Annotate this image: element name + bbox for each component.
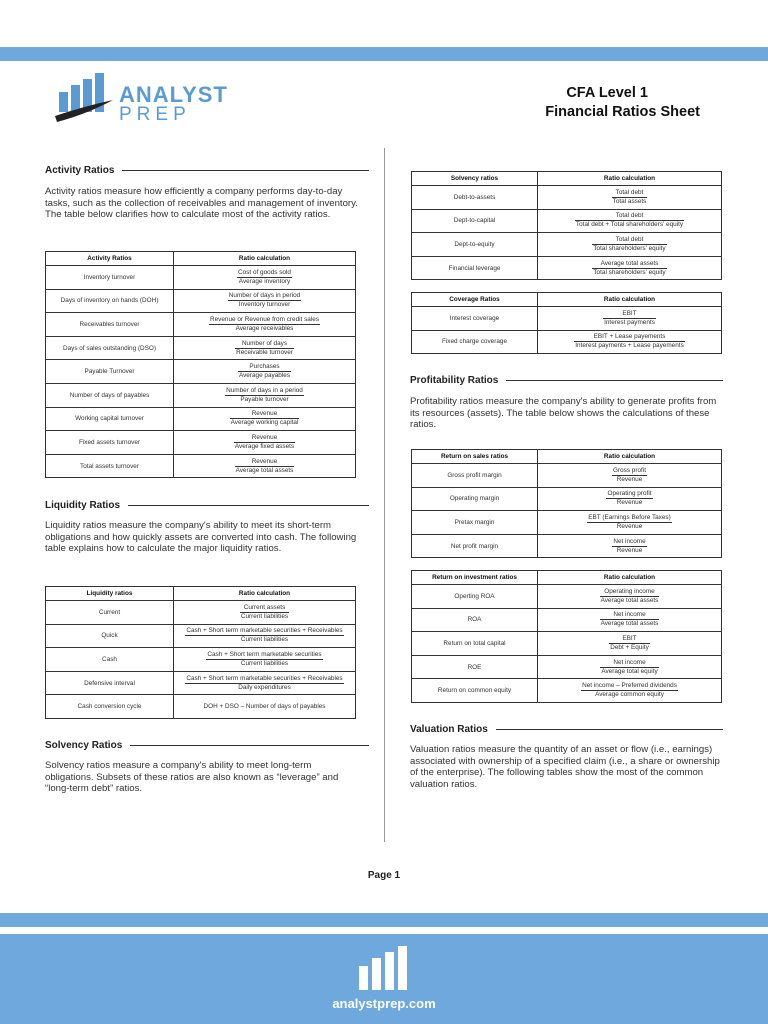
ratio-name-cell: Pretax margin: [412, 511, 538, 535]
ratio-name-cell: Dept-to-equity: [412, 233, 538, 257]
solvency-ratios-table: [411, 171, 722, 280]
table-row: [46, 313, 356, 337]
table-row: [412, 330, 722, 354]
ratio-calculation-cell: [538, 487, 722, 511]
table-row: [46, 360, 356, 384]
ratio-calculation-cell: [174, 336, 356, 360]
ratio-fraction: [237, 269, 292, 286]
ratio-fraction: [230, 410, 300, 427]
column-divider: [384, 148, 385, 842]
ratio-fraction: [185, 675, 343, 692]
table-row: [412, 679, 722, 703]
fraction-numerator: Cash + Short term marketable securities + Receivables: [186, 627, 343, 635]
ratio-name-cell: Operating margin: [412, 487, 538, 511]
ratio-name-cell: Dept-to-capital: [412, 209, 538, 233]
ratio-calculation-cell: [174, 431, 356, 455]
logo-word-prep: PREP: [119, 104, 191, 125]
title-line-1: CFA Level 1: [566, 85, 648, 101]
fraction-numerator: Operating profit: [607, 490, 652, 498]
table-header-row: [412, 450, 722, 464]
ratio-calculation-cell: [538, 307, 722, 331]
ratio-name-cell: Total assets turnover: [46, 454, 174, 478]
fraction-denominator: Current liabilities: [240, 636, 289, 644]
table-row: [46, 624, 356, 648]
ratio-calculation-cell: [538, 330, 722, 354]
fraction-numerator: Net income: [613, 537, 646, 545]
ratio-fraction: [581, 682, 678, 699]
ratio-name-cell: Return on common equity: [412, 679, 538, 703]
table-row: [46, 431, 356, 455]
table-header-row: [412, 172, 722, 186]
ratio-name-cell: Receivables turnover: [46, 313, 174, 337]
fraction-denominator: Average common equity: [595, 691, 664, 699]
solvency-ratios-heading-text: Solvency Ratios: [45, 739, 123, 751]
ratio-name-cell: Payable Turnover: [46, 360, 174, 384]
ratio-fraction: [235, 340, 294, 357]
fraction-denominator: Average total assets: [600, 596, 659, 604]
fraction-denominator: Average total assets: [600, 620, 659, 628]
ratio-name-cell: Days of sales outstanding (DSO): [46, 336, 174, 360]
table-row: [412, 186, 722, 210]
valuation-ratios-intro: Valuation ratios measure the quantity of an asset or flow (i.e., earnings) associated with ownership of a specified claim (i.e., a share or ownership of the enterprise). The following tables show the most of the common valuation ratios.: [410, 744, 720, 790]
fraction-denominator: Total shareholders' equity: [593, 268, 666, 276]
fraction-denominator: Average payables: [238, 372, 291, 380]
fraction-denominator: Daily expenditures: [238, 683, 291, 691]
fraction-denominator: Interest payments + Lease payements: [575, 342, 684, 350]
liquidity-ratios-table: [45, 586, 356, 719]
ratio-fraction: [612, 189, 648, 206]
ratio-calculation-cell: DOH + DSO – Number of days of payables: [174, 695, 356, 719]
table-header-cell: Solvency ratios: [412, 172, 538, 186]
table-header-cell: Ratio calculation: [538, 571, 722, 585]
ratio-fraction: [206, 651, 322, 668]
ratio-fraction: [238, 363, 291, 380]
ratio-calculation-cell: [538, 464, 722, 488]
ratio-name-cell: Cash: [46, 648, 174, 672]
fraction-numerator: Number of days: [235, 340, 294, 349]
ratio-name-cell: ROE: [412, 655, 538, 679]
ratio-fraction: [225, 387, 304, 404]
fraction-denominator: Current liabilities: [240, 659, 289, 667]
fraction-denominator: Inventory turnover: [238, 301, 291, 309]
liquidity-ratios-heading: [45, 498, 369, 512]
table-row: [46, 289, 356, 313]
fraction-denominator: Average fixed assets: [234, 442, 295, 450]
fraction-denominator: Average total equity: [601, 667, 658, 675]
fraction-numerator: Total debt: [592, 236, 666, 245]
fraction-numerator: Total debt: [575, 212, 684, 221]
ratio-calculation-cell: [174, 360, 356, 384]
ratio-fraction: [209, 316, 320, 333]
table-header-row: [412, 293, 722, 307]
table-header-cell: Coverage Ratios: [412, 293, 538, 307]
coverage-ratios-table: [411, 292, 722, 354]
fraction-numerator: EBIT + Lease payements: [574, 333, 685, 342]
return-on-sales-table: [411, 449, 722, 558]
fraction-numerator: EBIT: [603, 310, 656, 319]
table-header-cell: Liquidity ratios: [46, 587, 174, 601]
ratio-name-cell: Gross profit margin: [412, 464, 538, 488]
solvency-ratios-heading: [45, 738, 369, 752]
ratio-calculation-cell: [538, 186, 722, 210]
ratio-calculation-cell: [538, 655, 722, 679]
ratio-fraction: [240, 604, 289, 621]
table-row: [412, 256, 722, 280]
ratio-calculation-cell: [174, 289, 356, 313]
ratio-fraction: [603, 310, 656, 327]
ratio-calculation-cell: [174, 624, 356, 648]
fraction-numerator: Cost of goods sold: [238, 268, 291, 276]
fraction-numerator: EBT (Earnings Before Taxes): [588, 513, 671, 521]
ratio-fraction: [600, 659, 658, 676]
ratio-calculation-cell: [538, 679, 722, 703]
logo-word-analyst: ANALYST: [119, 82, 228, 107]
fraction-denominator: Interest payments: [604, 318, 655, 326]
fraction-numerator: Revenue: [230, 410, 300, 419]
ratio-fraction: [606, 490, 652, 507]
ratio-calculation-cell: [538, 256, 722, 280]
fraction-numerator: Total debt: [612, 189, 648, 198]
fraction-denominator: Average inventory: [238, 277, 291, 285]
ratio-fraction: [592, 260, 666, 277]
fraction-denominator: Revenue: [616, 546, 643, 554]
table-row: [46, 383, 356, 407]
activity-ratios-heading-text: Activity Ratios: [45, 164, 115, 176]
fraction-denominator: Revenue: [616, 499, 643, 507]
table-header-cell: Activity Ratios: [46, 252, 174, 266]
liquidity-ratios-heading-text: Liquidity Ratios: [45, 499, 120, 511]
table-row: [412, 511, 722, 535]
ratio-calculation-cell: [538, 632, 722, 656]
footer-website-link[interactable]: analystprep.com: [332, 996, 436, 1011]
ratio-calculation-cell: [538, 233, 722, 257]
profitability-ratios-heading-text: Profitability Ratios: [410, 374, 499, 386]
table-header-row: [412, 571, 722, 585]
activity-ratios-intro: Activity ratios measure how efficiently a company performs day-to-day tasks, such as the collection of receivables and management of inventory. The table below clarifies how to calculate most of the activity ratios.: [45, 186, 358, 221]
ratio-fraction: [574, 333, 685, 350]
table-row: [46, 454, 356, 478]
fraction-denominator: Current liabilities: [240, 612, 289, 620]
table-header-row: [46, 587, 356, 601]
ratio-calculation-cell: [174, 383, 356, 407]
ratio-calculation-cell: [538, 511, 722, 535]
fraction-numerator: Net income – Preferred dividends: [582, 682, 677, 690]
fraction-denominator: Total debt + Total shareholders' equity: [575, 221, 684, 229]
table-row: [412, 464, 722, 488]
table-row: [46, 336, 356, 360]
page-number: Page 1: [367, 870, 401, 881]
table-header-cell: Ratio calculation: [174, 587, 356, 601]
analystprep-logo[interactable]: [55, 70, 228, 126]
fraction-denominator: Revenue: [616, 475, 643, 483]
ratio-calculation-cell: [538, 608, 722, 632]
table-row: [412, 534, 722, 558]
ratio-fraction: [609, 635, 650, 652]
fraction-denominator: Total shareholders' equity: [593, 244, 666, 252]
ratio-name-cell: Financial leverage: [412, 256, 538, 280]
fraction-numerator: Cash + Short term marketable securities: [207, 650, 322, 658]
fraction-denominator: Payable turnover: [240, 395, 289, 403]
fraction-denominator: Average receivables: [235, 324, 294, 332]
ratio-name-cell: Net profit margin: [412, 534, 538, 558]
table-row: [46, 695, 356, 719]
ratio-calculation-cell: [538, 534, 722, 558]
ratio-fraction: [228, 292, 301, 309]
ratio-calculation-cell: [174, 407, 356, 431]
table-row: [412, 233, 722, 257]
ratio-calculation-cell: [174, 313, 356, 337]
return-on-investment-table: [411, 570, 722, 703]
table-header-cell: Ratio calculation: [174, 252, 356, 266]
liquidity-ratios-intro: Liquidity ratios measure the company's ability to meet its short-term obligations and how quickly assets are converted into cash. The following table explains how to calculate the major liquidity ratios.: [45, 520, 357, 555]
table-row: [46, 266, 356, 290]
ratio-fraction: [612, 467, 647, 484]
fraction-numerator: Operating income: [600, 588, 660, 597]
solvency-ratios-intro: Solvency ratios measure a company's ability to meet long-term obligations. Subsets of these ratios are also known as “leverage” and “long-term debt” ratios.: [45, 760, 339, 795]
table-row: [412, 632, 722, 656]
activity-ratios-table: [45, 251, 356, 478]
table-header-cell: Return on sales ratios: [412, 450, 538, 464]
valuation-ratios-heading-text: Valuation Ratios: [410, 723, 488, 735]
fraction-denominator: Average working capital: [230, 419, 299, 427]
fraction-numerator: Net income: [600, 611, 660, 620]
fraction-numerator: Number of days in period: [228, 292, 301, 300]
fraction-numerator: Gross profit: [612, 466, 647, 474]
ratio-calculation-cell: [538, 209, 722, 233]
table-row: [412, 655, 722, 679]
table-row: [46, 648, 356, 672]
valuation-ratios-heading: [410, 722, 723, 736]
ratio-name-cell: Interest coverage: [412, 307, 538, 331]
ratio-name-cell: Debt-to-assets: [412, 186, 538, 210]
ratio-calculation-cell: [174, 266, 356, 290]
ratio-name-cell: Fixed assets turnover: [46, 431, 174, 455]
table-row: [412, 307, 722, 331]
ratio-fraction: [587, 514, 672, 531]
table-row: [46, 601, 356, 625]
table-row: [412, 487, 722, 511]
ratio-name-cell: Working capital turnover: [46, 407, 174, 431]
fraction-denominator: Revenue: [616, 522, 643, 530]
fraction-numerator: Revenue: [235, 458, 295, 467]
table-header-cell: Ratio calculation: [538, 172, 722, 186]
ratio-name-cell: Inventory turnover: [46, 266, 174, 290]
ratio-name-cell: Fixed charge coverage: [412, 330, 538, 354]
fraction-denominator: Debt + Equity: [610, 643, 649, 651]
fraction-denominator: Average total assets: [235, 466, 294, 474]
ratio-name-cell: Number of days of payables: [46, 383, 174, 407]
table-row: [412, 585, 722, 609]
ratio-fraction: [600, 611, 660, 628]
ratio-fraction: [592, 236, 666, 253]
ratio-calculation-cell: [538, 585, 722, 609]
ratio-calculation-cell: [174, 454, 356, 478]
ratio-name-cell: Quick: [46, 624, 174, 648]
fraction-numerator: Cash + Short term marketable securities + Receivables: [186, 674, 343, 682]
ratio-name-cell: Current: [46, 601, 174, 625]
table-header-row: [46, 252, 356, 266]
ratio-fraction: [185, 627, 343, 644]
table-header-cell: Ratio calculation: [538, 293, 722, 307]
table-row: [46, 407, 356, 431]
ratio-name-cell: ROA: [412, 608, 538, 632]
fraction-numerator: Average total assets: [592, 260, 666, 269]
profitability-ratios-intro: Profitability ratios measure the company's ability to generate profits from its resources (assets). The table below shows the calculations of these ratios.: [410, 396, 717, 431]
footer-accent-band: [0, 913, 768, 927]
table-header-cell: Ratio calculation: [538, 450, 722, 464]
bar-chart-footer-icon: [355, 946, 413, 990]
ratio-fraction: [234, 434, 295, 451]
activity-ratios-heading: [45, 163, 369, 177]
fraction-denominator: Total assets: [612, 197, 647, 205]
fraction-numerator: Net income: [600, 659, 658, 668]
bar-chart-logo-icon: [55, 70, 117, 126]
fraction-numerator: Revenue or Revenue from credit sales: [209, 315, 320, 323]
fraction-denominator: Receivable turnover: [236, 348, 293, 356]
table-row: [412, 608, 722, 632]
fraction-numerator: Number of days in a period: [226, 386, 303, 394]
ratio-fraction: [600, 588, 660, 605]
fraction-numerator: Revenue: [234, 434, 295, 443]
ratio-fraction: [612, 538, 646, 555]
ratio-name-cell: Days of inventory on hands (DOH): [46, 289, 174, 313]
ratio-name-cell: Cash conversion cycle: [46, 695, 174, 719]
ratio-name-cell: Operting ROA: [412, 585, 538, 609]
ratio-calculation-cell: [174, 601, 356, 625]
fraction-numerator: EBIT: [609, 635, 650, 644]
document-title: [410, 84, 710, 122]
profitability-ratios-heading: [410, 373, 723, 387]
table-row: [412, 209, 722, 233]
table-row: [46, 671, 356, 695]
ratio-name-cell: Return on total capital: [412, 632, 538, 656]
ratio-fraction: [575, 212, 684, 229]
ratio-name-cell: Defensive interval: [46, 671, 174, 695]
title-line-2: Financial Ratios Sheet: [545, 104, 700, 120]
fraction-numerator: Purchases: [238, 363, 291, 372]
top-accent-band: [0, 47, 768, 61]
ratio-calculation-cell: [174, 648, 356, 672]
ratio-fraction: [235, 458, 295, 475]
table-header-cell: Return on investment ratios: [412, 571, 538, 585]
ratio-calculation-cell: [174, 671, 356, 695]
fraction-numerator: Current assets: [240, 604, 289, 613]
